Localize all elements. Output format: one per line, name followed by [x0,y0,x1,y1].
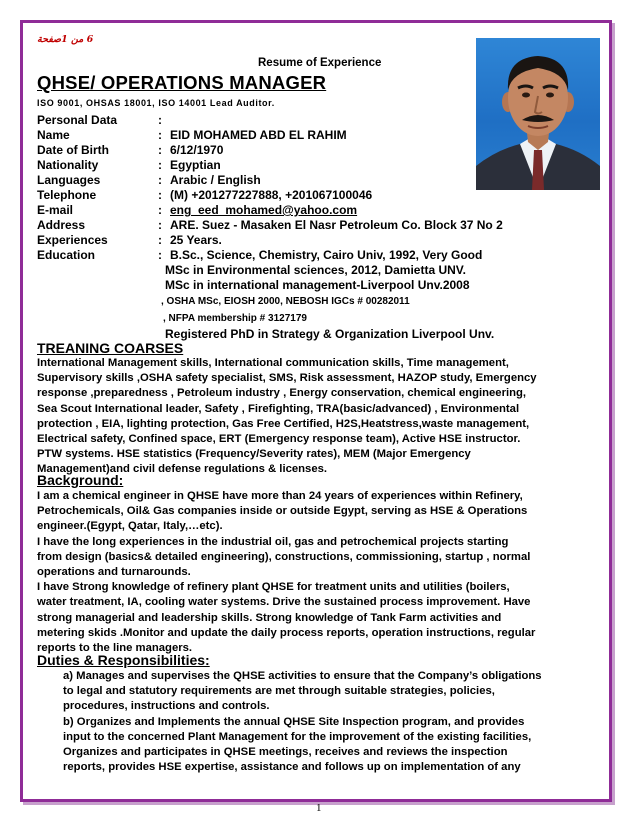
row-label: Experiences [37,233,108,247]
duties-heading: Duties & Responsibilities: [37,652,210,668]
row-value: EID MOHAMED ABD EL RAHIM [170,128,347,142]
resume-label: Resume of Experience [258,57,382,69]
education-msc-mgmt: MSc in international management-Liverpool Unv.2008 [165,278,470,292]
portrait-illustration [476,38,600,190]
row-label: Languages [37,173,101,187]
row-label: Date of Birth [37,143,109,157]
row-colon: : [158,158,162,172]
text-line: protection , EIA, lighting protection, Gas Free Certified, H2S,Heatstress,waste management, [37,417,530,430]
row-label: Education [37,248,96,262]
page-number: 1 [316,802,322,814]
row-label: Nationality [37,158,99,172]
education-msc-env: MSc in Environmental sciences, 2012, Damietta UNV. [165,263,467,277]
education-phd: Registered PhD in Strategy & Organization Liverpool Unv. [165,327,495,341]
text-line: Supervisory skills ,OSHA safety specialist, SMS, Risk assessment, HAZOP study, Emergency [37,372,537,385]
text-line: from design (basics& detailed engineering), constructions, commissioning, startup , normal [37,550,531,563]
row-value: (M) +201277227888, +201067100046 [170,188,373,202]
row-colon: : [158,143,162,157]
text-line: I have the long experiences in the industrial oil, gas and petrochemical projects starting [37,535,509,548]
text-line: Management)and civil defense regulations & licenses. [37,463,328,476]
background-paragraph [37,489,597,656]
text-line: Sea Scout International leader, Safety , Firefighting, TRA(basic/advanced) , Environmental [37,402,520,415]
personal-data-heading: Personal Data [37,113,118,127]
email-link[interactable]: eng_eed_mohamed@yahoo.com [170,203,358,217]
job-title: QHSE/ OPERATIONS MANAGER [37,72,327,93]
text-line: metering skids .Monitor and update the daily process reports, operation instructions, regular [37,626,536,639]
arabic-page-counter: 6 من 1صفحة [37,34,94,45]
row-value: B.Sc., Science, Chemistry, Cairo Univ, 1992, Very Good [170,248,483,262]
row-label: Address [37,218,86,232]
text-line: PTW systems. HSE statistics (Frequency/Severity rates), MEM (Major Emergency [37,448,471,461]
profile-photo [476,38,600,190]
text-line: Petrochemicals, Oil& Gas companies inside or outside Egypt, serving as HSE & Operations [37,505,528,518]
row-colon: : [158,188,162,202]
education-nfpa: , NFPA membership # 3127179 [163,313,307,324]
text-line: input to the concerned Plant Management for the improvement of the existing facilities, [63,730,532,743]
row-colon: : [158,233,162,247]
text-line: response ,preparedness , Petroleum industry , Energy conservation, chemical engineering, [37,387,527,400]
text-line: reports to the line managers. [37,642,193,655]
text-line: operations and turnarounds. [37,566,191,579]
row-value: 25 Years. [170,233,222,247]
row-colon: : [158,173,162,187]
row-colon: : [158,128,162,142]
row-colon: : [158,218,162,232]
text-line: Electrical safety, Confined space, ERT (Emergency response team), Active HSE instructor. [37,433,521,446]
iso-certifications: ISO 9001, OHSAS 18001, ISO 14001 Lead Auditor. [37,98,275,108]
row-colon: : [158,203,162,217]
text-line: Organizes and participates in QHSE meetings, receives and reviews the inspection [63,746,508,759]
duties-paragraph [63,669,583,775]
training-paragraph [37,356,597,478]
row-label: Telephone [37,188,97,202]
text-line: b) Organizes and Implements the annual QHSE Site Inspection program, and provides [63,715,525,728]
text-line: strong managerial and leadership skills. Strong knowledge of Tank Farm activities and [37,611,502,624]
text-line: a) Manages and supervises the QHSE activities to ensure that the Company’s obligations [63,670,542,682]
personal-data-colon: : [158,113,162,127]
row-value: ARE. Suez - Masaken El Nasr Petroleum Co. Block 37 No 2 [170,218,503,232]
background-heading: Background: [37,472,124,488]
text-line: engineer.(Egypt, Qatar, Italy,…etc). [37,520,223,533]
text-line: water treatment, IA, cooling water systems. Drive the sustained process improvement. Have [37,596,531,609]
text-line: I have Strong knowledge of refinery plant QHSE for treatment units and utilities (boilers, [37,581,510,594]
row-label: Name [37,128,70,142]
row-value: Egyptian [170,158,221,172]
text-line: reports, provides HSE expertise, assistance and follows up on implementation of any [63,761,521,774]
text-line: procedures, instructions and controls. [63,700,270,713]
education-osha: , OSHA MSc, EIOSH 2000, NEBOSH IGCs # 00282011 [161,296,410,307]
text-line: International Management skills, International communication skills, Time management, [37,357,509,369]
text-line: I am a chemical engineer in QHSE have more than 24 years of experiences within Refinery, [37,490,523,502]
row-colon: : [158,248,162,262]
row-value: 6/12/1970 [170,143,224,157]
row-value: Arabic / English [170,173,261,187]
text-line: to legal and statutory requirements are met through suitable strategies, policies, [63,685,495,698]
training-heading: TREANING COARSES [37,340,184,356]
row-label: E-mail [37,203,74,217]
